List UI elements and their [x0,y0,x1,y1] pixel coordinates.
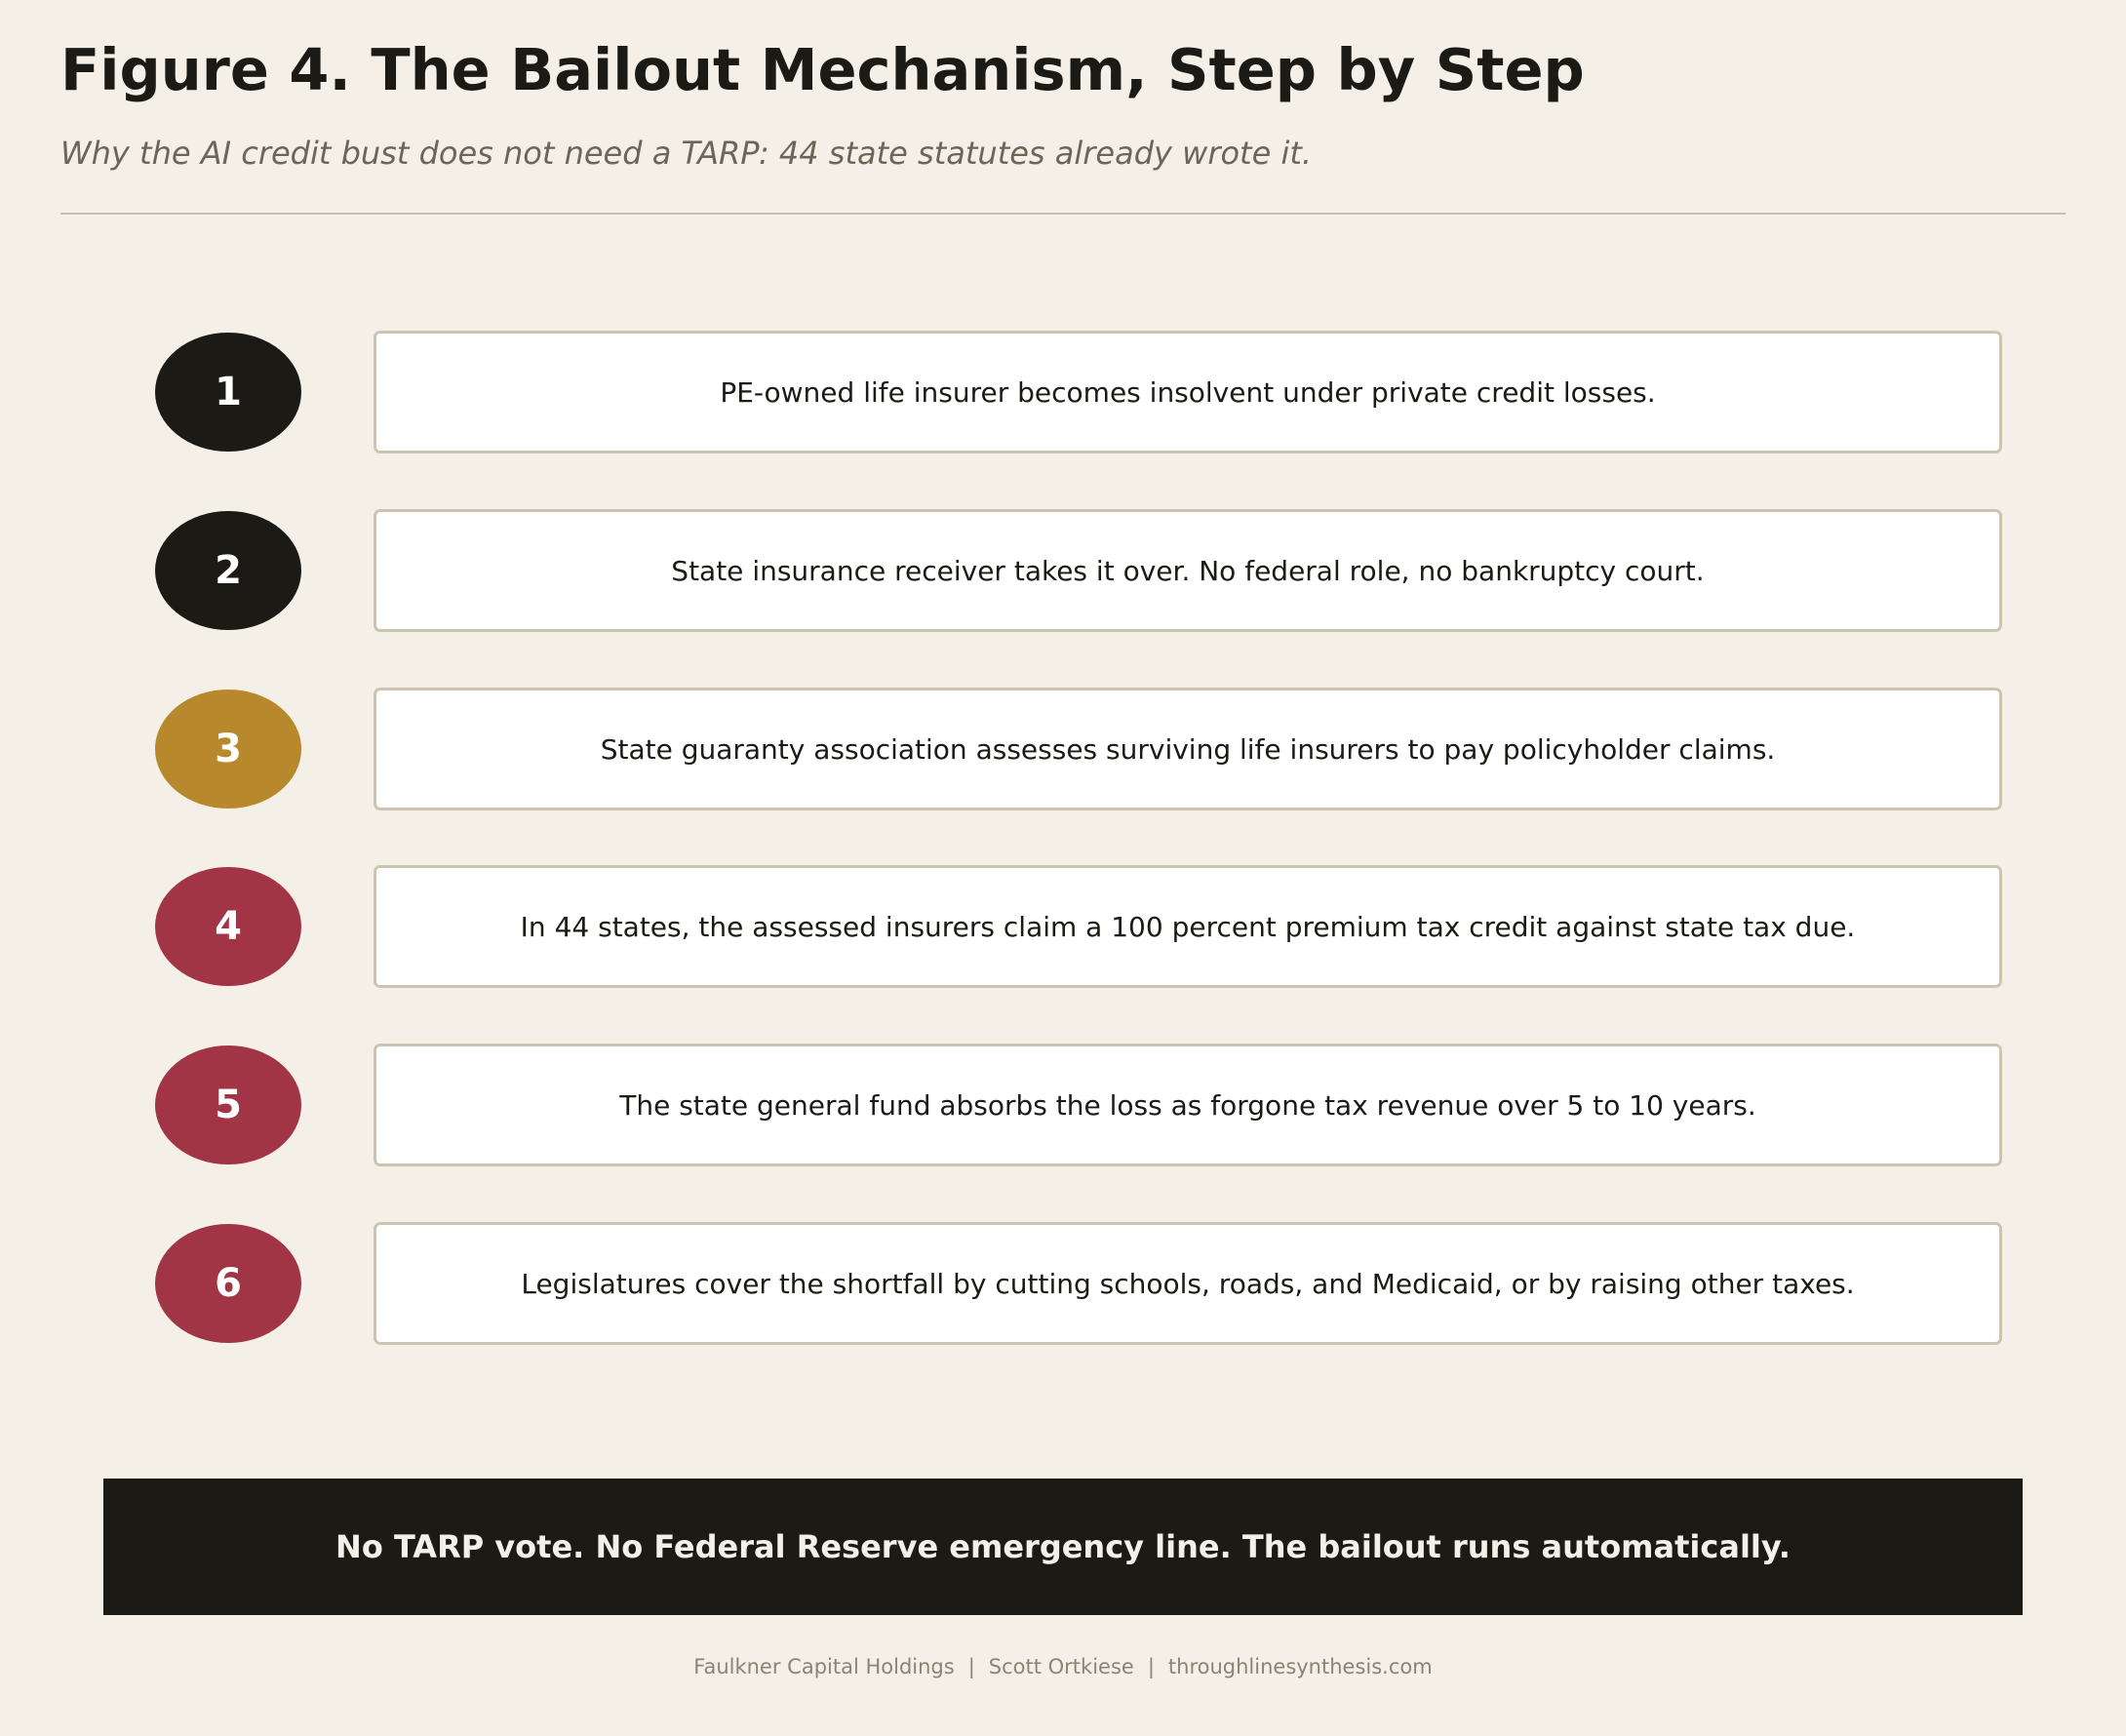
conclusion-text: No TARP vote. No Federal Reserve emergency line. The bailout runs automatically. [335,1528,1791,1565]
footer-author: Scott Ortkiese [988,1655,1134,1678]
step-description: PE-owned life insurer becomes insolvent under private credit losses. [374,331,2002,454]
step-row [0,509,2126,636]
step-number-badge: 3 [155,690,301,809]
step-number-badge: 5 [155,1046,301,1164]
footer-org: Faulkner Capital Holdings [693,1655,955,1678]
step-number-badge: 1 [155,333,301,452]
step-row [0,1222,2126,1349]
step-description: The state general fund absorbs the loss as forgone tax revenue over 5 to 10 years. [374,1044,2002,1166]
step-description: In 44 states, the assessed insurers claim a 100 percent premium tax credit against state tax due. [374,865,2002,988]
step-row [0,865,2126,992]
step-number-badge: 4 [155,867,301,986]
footer-separator: | [1147,1655,1155,1678]
step-row [0,331,2126,457]
step-row [0,688,2126,814]
conclusion-banner [103,1479,2023,1615]
figure-subtitle: Why the AI credit bust does not need a TARP: 44 state statutes already wrote it. [60,135,1313,172]
step-number-badge: 6 [155,1224,301,1343]
step-number-badge: 2 [155,511,301,630]
footer-separator: | [967,1655,975,1678]
footer-site: throughlinesynthesis.com [1167,1655,1433,1678]
step-row [0,1044,2126,1170]
figure-title: Figure 4. The Bailout Mechanism, Step by Step [60,36,1585,103]
footer-credits [0,1655,2126,1678]
step-description: State guaranty association assesses surviving life insurers to pay policyholder claims. [374,688,2002,810]
step-description: Legislatures cover the shortfall by cutting schools, roads, and Medicaid, or by raising other taxes. [374,1222,2002,1345]
step-description: State insurance receiver takes it over. No federal role, no bankruptcy court. [374,509,2002,632]
